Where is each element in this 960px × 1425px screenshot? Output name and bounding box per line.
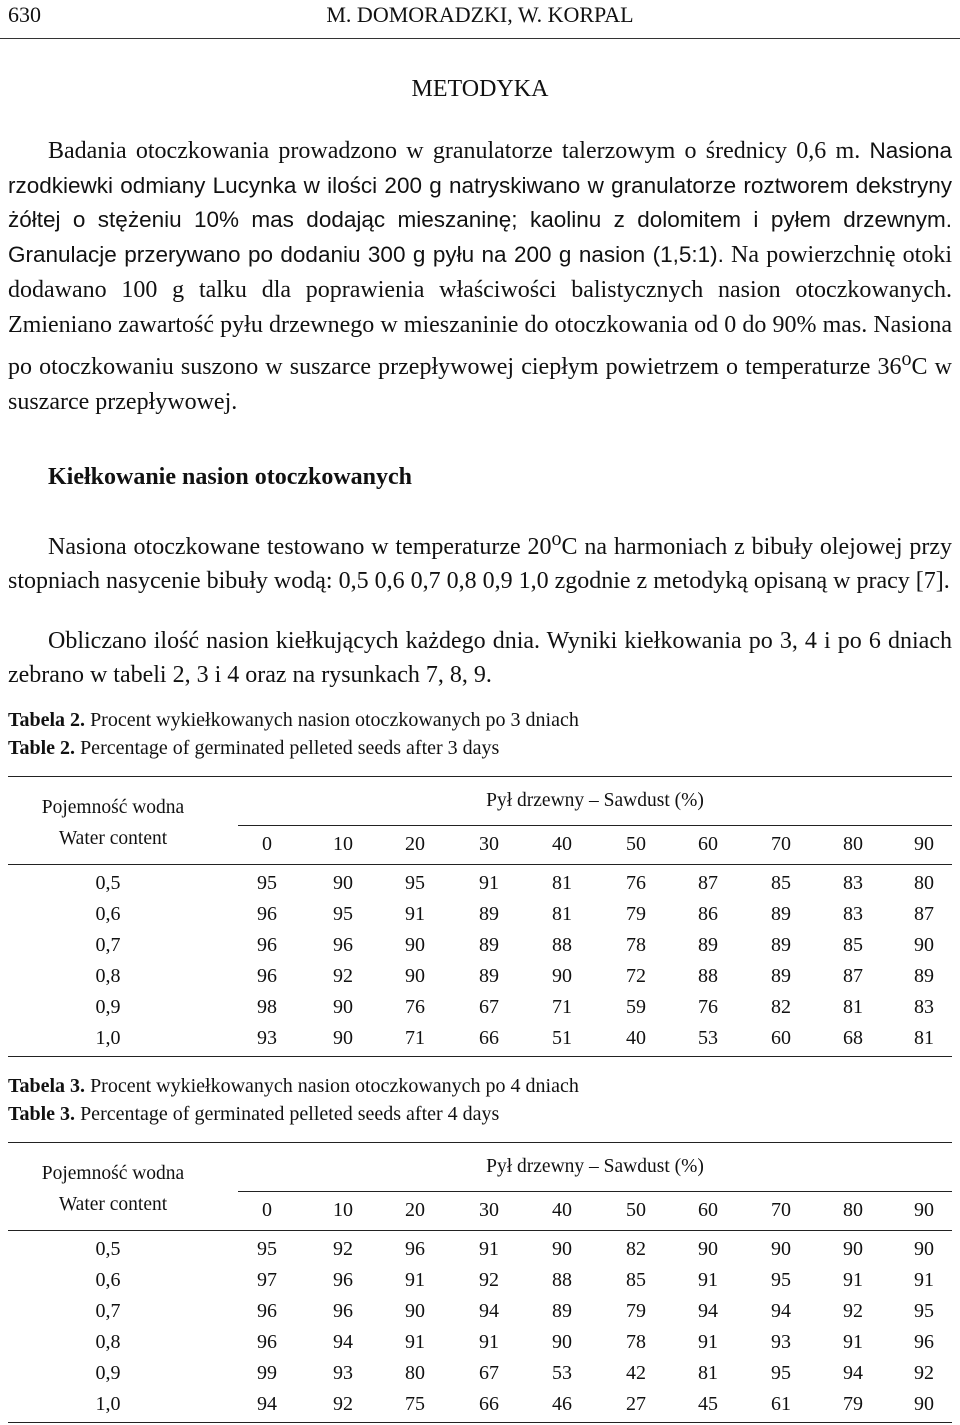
table-cell: 87 — [843, 965, 863, 987]
column-header: 60 — [698, 833, 718, 855]
table-cell: 89 — [771, 965, 791, 987]
table-cell: 87 — [698, 872, 718, 894]
section-title: METODYKA — [411, 76, 549, 102]
column-header: 90 — [914, 833, 934, 855]
methods-paragraph — [8, 134, 952, 420]
row-header-pl: Pojemność wodna — [41, 1163, 185, 1184]
table-cell: 90 — [771, 1238, 791, 1260]
column-header: 50 — [626, 1199, 646, 1221]
table-cell: 81 — [552, 872, 572, 894]
table-2-caption-pl — [8, 706, 579, 734]
row-label: 0,5 — [95, 872, 121, 894]
table-3-caption-pl — [8, 1072, 579, 1100]
row-label: 0,8 — [95, 1331, 121, 1353]
row-label: 0,5 — [95, 1238, 121, 1260]
row-label: 1,0 — [95, 1027, 121, 1049]
table-cell: 98 — [257, 996, 277, 1018]
table-cell: 82 — [626, 1238, 646, 1260]
table-cell: 78 — [626, 934, 646, 956]
table-cell: 91 — [914, 1269, 934, 1291]
table-cell: 53 — [552, 1362, 572, 1384]
table-cell: 91 — [843, 1269, 863, 1291]
table-3-caption-en — [8, 1100, 499, 1128]
table-cell: 89 — [698, 934, 718, 956]
table-cell: 90 — [843, 1238, 863, 1260]
row-label: 0,9 — [95, 996, 121, 1018]
column-header: 30 — [479, 1199, 499, 1221]
table-cell: 89 — [914, 965, 934, 987]
caption-text: Procent wykiełkowanych nasion otoczkowanych po 4 dniach — [85, 1075, 579, 1097]
table-cell: 97 — [257, 1269, 277, 1291]
table-cell: 96 — [257, 903, 277, 925]
table-bottom-rule — [8, 1056, 952, 1057]
table-cell: 91 — [405, 1331, 425, 1353]
table-cell: 95 — [771, 1362, 791, 1384]
germination-paragraph — [8, 522, 952, 598]
table-cell: 91 — [479, 872, 499, 894]
column-header: 30 — [479, 833, 499, 855]
table-cell: 59 — [626, 996, 646, 1018]
table-cell: 71 — [552, 996, 572, 1018]
table-cell: 80 — [405, 1362, 425, 1384]
caption-label: Tabela 3. — [8, 1075, 86, 1097]
results-paragraph — [8, 624, 952, 692]
table-2-caption-en — [8, 734, 499, 762]
row-label: 0,8 — [95, 965, 121, 987]
page-header — [0, 0, 960, 39]
column-header: 70 — [771, 1199, 791, 1221]
table-3 — [8, 1142, 952, 1422]
degree-superscript: o — [551, 528, 562, 550]
table-cell: 46 — [552, 1393, 572, 1415]
table-cell: 99 — [257, 1362, 277, 1384]
table-cell: 92 — [914, 1362, 934, 1384]
row-header-en: Water content — [58, 1194, 168, 1215]
table-cell: 40 — [626, 1027, 646, 1049]
table-cell: 88 — [552, 1269, 572, 1291]
table-cell: 96 — [257, 1331, 277, 1353]
germination-text-1: Nasiona otoczkowane testowano w temperaturze 20 — [48, 534, 552, 560]
table-cell: 90 — [405, 1300, 425, 1322]
column-header: 10 — [333, 833, 353, 855]
row-header-en: Water content — [58, 828, 168, 849]
methods-sentence-3: Na powierzchnię otoki dodawano 100 g talku dla poprawienia właściwości balistycznych nasion otoczkowanych. Zmieniano zawartość pyłu drzewnego w mieszaninie do otoczkowania od 0 do 90% mas. Nasiona po otoczkowaniu suszono w suszarce przepływowej ciepłym powietrzem o temperaturze 36 — [8, 242, 952, 381]
table-cell: 95 — [405, 872, 425, 894]
column-header: 0 — [262, 1199, 272, 1221]
column-header: 0 — [262, 833, 272, 855]
column-group-header: Pył drzewny – Sawdust (%) — [486, 790, 704, 811]
table-cell: 89 — [771, 903, 791, 925]
table-cell: 92 — [333, 1393, 353, 1415]
table-cell: 91 — [405, 903, 425, 925]
table-cell: 80 — [914, 872, 934, 894]
row-label: 1,0 — [95, 1393, 121, 1415]
table-cell: 92 — [479, 1269, 499, 1291]
table-cell: 96 — [333, 1269, 353, 1291]
column-header: 90 — [914, 1199, 934, 1221]
table-cell: 91 — [479, 1331, 499, 1353]
table-cell: 90 — [914, 1238, 934, 1260]
table-cell: 96 — [257, 965, 277, 987]
row-label: 0,6 — [95, 1269, 121, 1291]
page-number: 630 — [8, 2, 41, 27]
table-cell: 94 — [479, 1300, 499, 1322]
table-header-rule — [8, 864, 952, 865]
table-top-rule — [8, 776, 952, 777]
table-cell: 95 — [771, 1269, 791, 1291]
table-cell: 75 — [405, 1393, 425, 1415]
running-head: M. DOMORADZKI, W. KORPAL — [326, 2, 634, 27]
table-cell: 76 — [698, 996, 718, 1018]
table-cell: 94 — [771, 1300, 791, 1322]
table-cell: 81 — [914, 1027, 934, 1049]
caption-text: Percentage of germinated pelleted seeds after 3 days — [75, 737, 500, 759]
table-cell: 91 — [698, 1269, 718, 1291]
table-cell: 95 — [257, 872, 277, 894]
table-cell: 90 — [333, 872, 353, 894]
table-cell: 45 — [698, 1393, 718, 1415]
table-cell: 90 — [405, 965, 425, 987]
table-cell: 96 — [333, 1300, 353, 1322]
table-cell: 90 — [333, 1027, 353, 1049]
column-header: 50 — [626, 833, 646, 855]
table-cell: 91 — [405, 1269, 425, 1291]
table-cell: 93 — [257, 1027, 277, 1049]
table-cell: 93 — [333, 1362, 353, 1384]
table-cell: 89 — [479, 965, 499, 987]
table-cell: 89 — [479, 903, 499, 925]
table-cell: 81 — [552, 903, 572, 925]
table-cell: 90 — [552, 1331, 572, 1353]
column-header: 20 — [405, 1199, 425, 1221]
methods-sentence-4: C w suszarce przepływowej. — [8, 354, 952, 415]
table-cell: 83 — [843, 872, 863, 894]
table-cell: 88 — [552, 934, 572, 956]
table-top-rule — [8, 1142, 952, 1143]
table-cell: 81 — [698, 1362, 718, 1384]
column-group-rule — [238, 1191, 952, 1192]
table-cell: 67 — [479, 1362, 499, 1384]
table-cell: 90 — [333, 996, 353, 1018]
column-header: 70 — [771, 833, 791, 855]
caption-text: Procent wykiełkowanych nasion otoczkowanych po 3 dniach — [85, 709, 579, 731]
table-cell: 90 — [914, 934, 934, 956]
germination-text-2: C na harmoniach z bibuły olejowej przy stopniach nasycenie bibuły wodą: 0,5 0,6 0,7 0,8 0,9 1,0 zgodnie z metodyką opisaną w pracy [7]. — [8, 534, 952, 594]
table-cell: 61 — [771, 1393, 791, 1415]
caption-label: Table 3. — [8, 1103, 76, 1125]
table-cell: 82 — [771, 996, 791, 1018]
column-header: 40 — [552, 833, 572, 855]
table-cell: 60 — [771, 1027, 791, 1049]
degree-superscript: o — [901, 348, 912, 371]
table-cell: 79 — [843, 1393, 863, 1415]
methods-sentence-2: Nasiona rzodkiewki odmiany Lucynka w ilości 200 g natryskiwano w granulatorze roztworem dekstryny żółtej o stężeniu 10% mas dodając mieszaninę; kaolinu z dolomitem i pyłem drzewnym. Granulacje przerywano po dodaniu 300 g pyłu na 200 g nasion (1,5:1). — [8, 138, 953, 268]
table-cell: 94 — [257, 1393, 277, 1415]
row-label: 0,7 — [95, 934, 121, 956]
table-header-rule — [8, 1230, 952, 1231]
table-cell: 86 — [698, 903, 718, 925]
methods-sentence-1: Badania otoczkowania prowadzono w granulatorze talerzowym o średnicy 0,6 m. — [48, 138, 861, 164]
table-cell: 96 — [914, 1331, 934, 1353]
table-cell: 89 — [552, 1300, 572, 1322]
row-label: 0,6 — [95, 903, 121, 925]
table-cell: 83 — [843, 903, 863, 925]
table-cell: 95 — [257, 1238, 277, 1260]
caption-label: Table 2. — [8, 737, 76, 759]
table-cell: 96 — [405, 1238, 425, 1260]
column-header: 60 — [698, 1199, 718, 1221]
table-cell: 94 — [843, 1362, 863, 1384]
column-header: 80 — [843, 833, 863, 855]
table-cell: 78 — [626, 1331, 646, 1353]
table-cell: 94 — [333, 1331, 353, 1353]
table-cell: 96 — [257, 934, 277, 956]
table-cell: 53 — [698, 1027, 718, 1049]
table-cell: 66 — [479, 1393, 499, 1415]
table-cell: 76 — [626, 872, 646, 894]
column-header: 10 — [333, 1199, 353, 1221]
table-cell: 92 — [333, 965, 353, 987]
table-bottom-rule — [8, 1422, 952, 1423]
column-header: 40 — [552, 1199, 572, 1221]
table-cell: 91 — [698, 1331, 718, 1353]
subheading: Kiełkowanie nasion otoczkowanych — [48, 464, 413, 490]
column-group-rule — [238, 825, 952, 826]
table-cell: 79 — [626, 903, 646, 925]
table-cell: 76 — [405, 996, 425, 1018]
table-cell: 72 — [626, 965, 646, 987]
results-text: Obliczano ilość nasion kiełkujących każdego dnia. Wyniki kiełkowania po 3, 4 i po 6 dniach zebrano w tabeli 2, 3 i 4 oraz na rysunkach 7, 8, 9. — [8, 628, 952, 688]
table-cell: 42 — [626, 1362, 646, 1384]
table-cell: 89 — [771, 934, 791, 956]
table-cell: 87 — [914, 903, 934, 925]
row-label: 0,7 — [95, 1300, 121, 1322]
table-cell: 88 — [698, 965, 718, 987]
table-cell: 91 — [479, 1238, 499, 1260]
table-cell: 90 — [405, 934, 425, 956]
table-cell: 83 — [914, 996, 934, 1018]
table-cell: 96 — [333, 934, 353, 956]
table-cell: 66 — [479, 1027, 499, 1049]
table-cell: 93 — [771, 1331, 791, 1353]
caption-text: Percentage of germinated pelleted seeds after 4 days — [75, 1103, 500, 1125]
table-cell: 94 — [698, 1300, 718, 1322]
table-cell: 51 — [552, 1027, 572, 1049]
table-cell: 95 — [333, 903, 353, 925]
row-label: 0,9 — [95, 1362, 121, 1384]
table-cell: 85 — [771, 872, 791, 894]
table-cell: 71 — [405, 1027, 425, 1049]
table-cell: 89 — [479, 934, 499, 956]
table-cell: 79 — [626, 1300, 646, 1322]
table-cell: 81 — [843, 996, 863, 1018]
table-cell: 27 — [626, 1393, 646, 1415]
table-cell: 67 — [479, 996, 499, 1018]
table-cell: 90 — [698, 1238, 718, 1260]
table-2 — [8, 776, 952, 1058]
table-cell: 90 — [552, 965, 572, 987]
column-group-header: Pył drzewny – Sawdust (%) — [486, 1156, 704, 1177]
table-cell: 91 — [843, 1331, 863, 1353]
table-cell: 92 — [333, 1238, 353, 1260]
caption-label: Tabela 2. — [8, 709, 86, 731]
table-cell: 92 — [843, 1300, 863, 1322]
row-header-pl: Pojemność wodna — [41, 797, 185, 818]
table-cell: 90 — [914, 1393, 934, 1415]
table-cell: 85 — [626, 1269, 646, 1291]
table-cell: 68 — [843, 1027, 863, 1049]
table-cell: 96 — [257, 1300, 277, 1322]
table-cell: 90 — [552, 1238, 572, 1260]
table-cell: 95 — [914, 1300, 934, 1322]
column-header: 80 — [843, 1199, 863, 1221]
table-cell: 85 — [843, 934, 863, 956]
column-header: 20 — [405, 833, 425, 855]
